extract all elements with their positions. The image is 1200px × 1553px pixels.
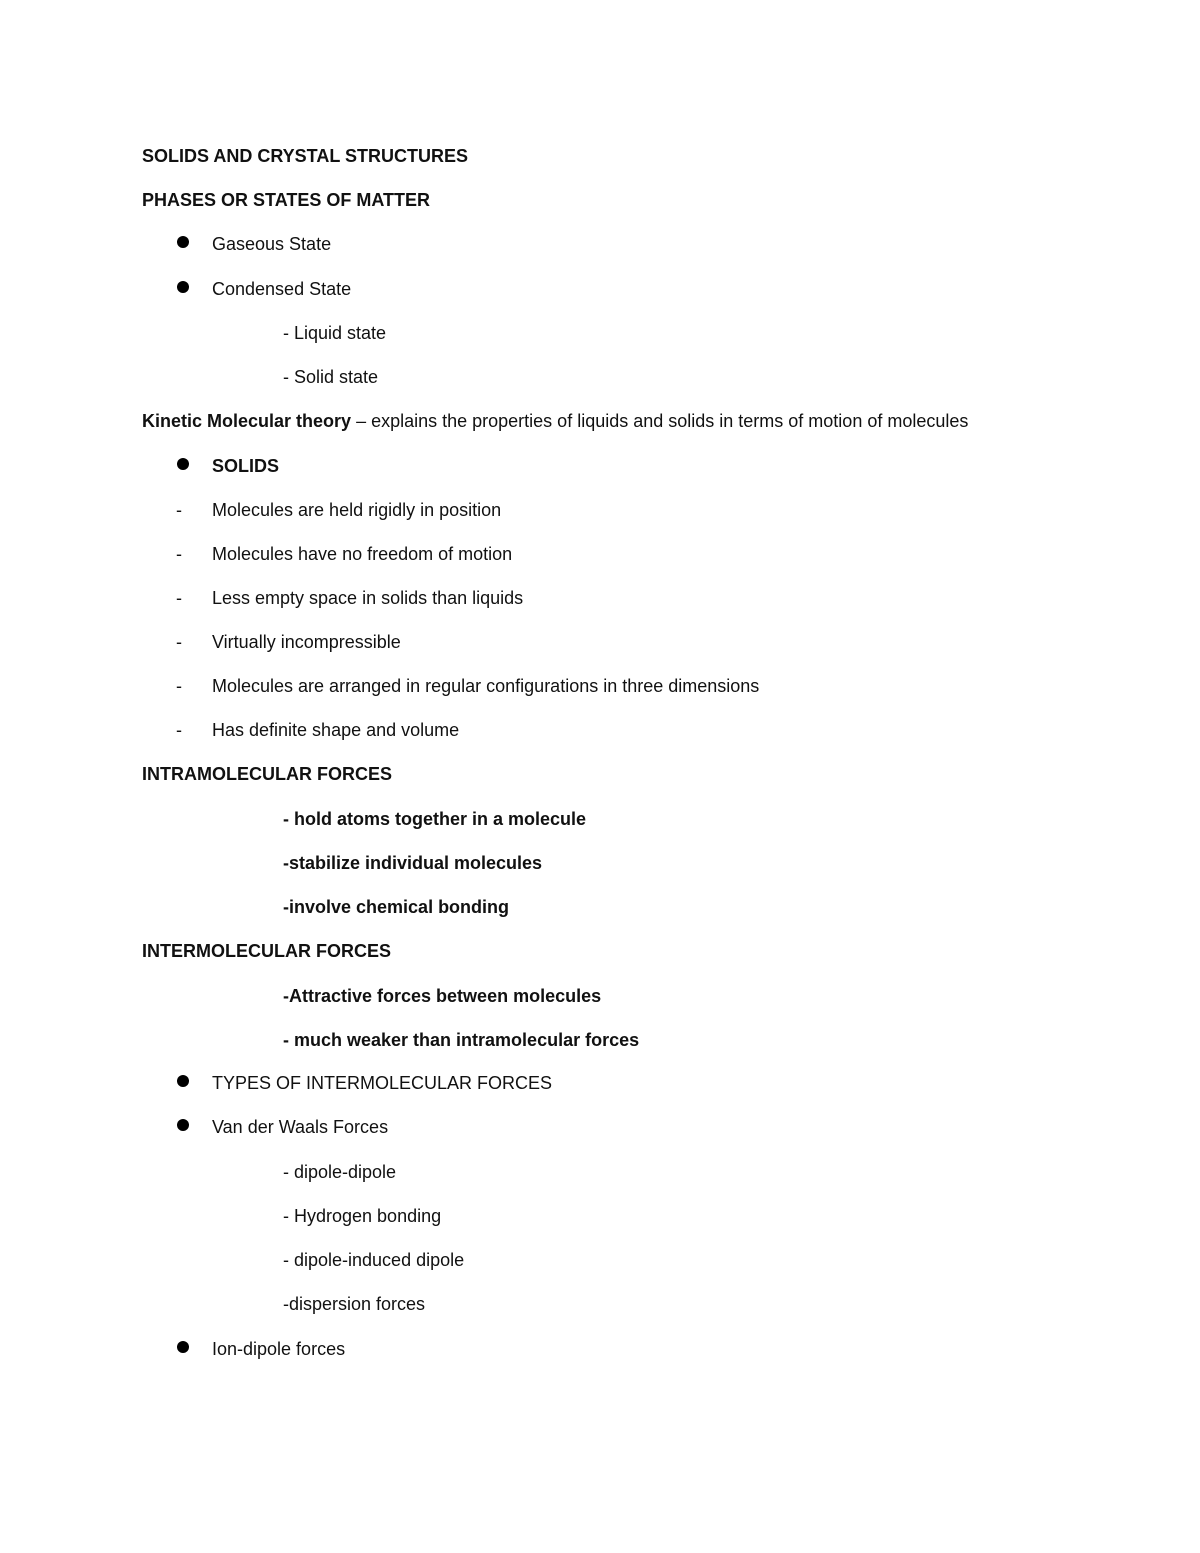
intra-point: -stabilize individual molecules: [283, 853, 543, 873]
intra-point: -involve chemical bonding: [283, 897, 510, 917]
dash-marker: -: [176, 632, 182, 652]
kmt-definition: – explains the properties of liquids and solids in terms of motion of molecules: [351, 411, 969, 431]
inter-heading: INTERMOLECULAR FORCES: [142, 941, 391, 961]
vdw-label: Van der Waals Forces: [212, 1117, 389, 1137]
document-title: SOLIDS AND CRYSTAL STRUCTURES: [142, 146, 469, 166]
intra-point: - hold atoms together in a molecule: [283, 809, 587, 829]
solids-point: Molecules are arranged in regular configurations in three dimensions: [212, 676, 760, 696]
dash-marker: -: [176, 544, 182, 564]
solids-point: Molecules have no freedom of motion: [212, 544, 513, 564]
bullet-icon: [177, 236, 189, 248]
bullet-icon: [177, 458, 189, 470]
solids-point: Has definite shape and volume: [212, 720, 460, 740]
condensed-sub-solid: - Solid state: [283, 367, 379, 387]
dash-marker: -: [176, 588, 182, 608]
solids-label: SOLIDS: [212, 456, 280, 476]
bullet-icon: [177, 1119, 189, 1131]
solids-point: Molecules are held rigidly in position: [212, 500, 502, 520]
inter-point: -Attractive forces between molecules: [283, 986, 602, 1006]
ion-dipole-label: Ion-dipole forces: [212, 1339, 346, 1359]
bullet-icon: [177, 1341, 189, 1353]
phases-heading: PHASES OR STATES OF MATTER: [142, 190, 431, 210]
dash-marker: -: [176, 676, 182, 696]
types-heading: TYPES OF INTERMOLECULAR FORCES: [212, 1073, 553, 1093]
dash-marker: -: [176, 500, 182, 520]
kmt-paragraph: [142, 410, 968, 432]
bullet-icon: [177, 1075, 189, 1087]
vdw-point: -dispersion forces: [283, 1294, 426, 1314]
solids-point: Virtually incompressible: [212, 632, 401, 652]
vdw-point: - dipole-dipole: [283, 1162, 397, 1182]
bullet-icon: [177, 281, 189, 293]
condensed-sub-liquid: - Liquid state: [283, 323, 387, 343]
intra-heading: INTRAMOLECULAR FORCES: [142, 764, 392, 784]
kmt-term: Kinetic Molecular theory: [142, 411, 352, 431]
phase-item-condensed: Condensed State: [212, 279, 352, 299]
inter-point: - much weaker than intramolecular forces: [283, 1030, 640, 1050]
vdw-point: - dipole-induced dipole: [283, 1250, 465, 1270]
vdw-point: - Hydrogen bonding: [283, 1206, 442, 1226]
dash-marker: -: [176, 720, 182, 740]
phase-item-gaseous: Gaseous State: [212, 234, 332, 254]
solids-point: Less empty space in solids than liquids: [212, 588, 524, 608]
